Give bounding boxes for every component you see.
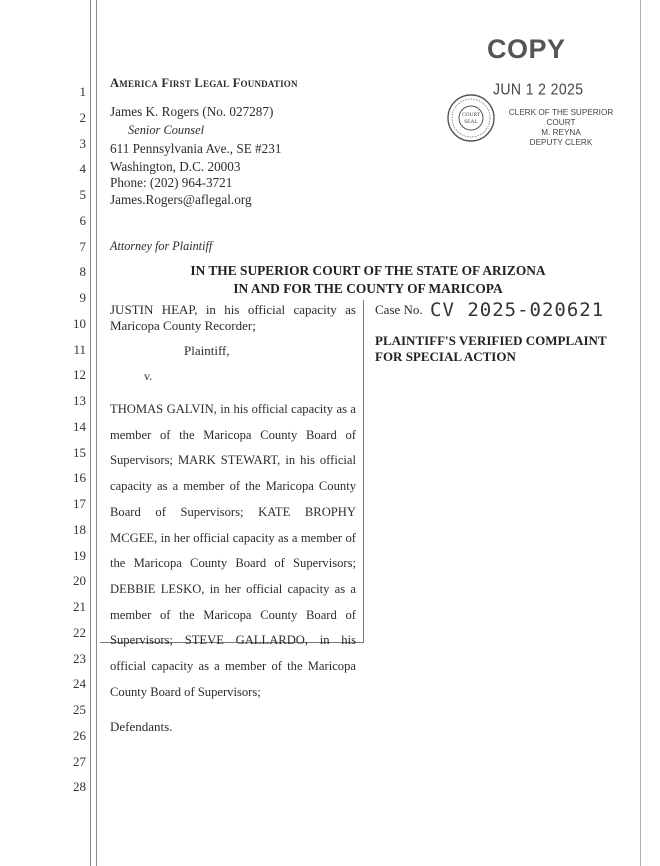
svg-text:COURT: COURT	[461, 112, 481, 118]
line-number: 12	[73, 367, 86, 383]
court-heading-line1: IN THE SUPERIOR COURT OF THE STATE OF ARIZONA	[190, 263, 546, 278]
plaintiff-label: Plaintiff,	[184, 343, 230, 358]
line-number: 8	[79, 264, 86, 280]
margin-rule-left-inner	[96, 0, 97, 866]
line-number: 27	[73, 753, 86, 769]
attorney-title: Senior Counsel	[128, 123, 205, 137]
filed-date-stamp: JUN 1 2 2025	[493, 80, 584, 98]
line-number: 26	[73, 727, 86, 743]
attorney-address-line2: Washington, D.C. 20003	[110, 159, 241, 174]
line-number: 25	[73, 702, 86, 717]
line-number: 17	[73, 496, 86, 511]
line-number: 14	[73, 418, 86, 434]
line-number: 7	[79, 238, 86, 254]
case-number-label: Case No.	[375, 302, 423, 317]
line-number: 16	[73, 470, 86, 486]
attorney-email: James.Rogers@aflegal.org	[110, 192, 252, 207]
line-number: 23	[73, 650, 86, 666]
line-number: 11	[73, 341, 86, 357]
line-number: 4	[79, 161, 86, 177]
line-number: 20	[73, 573, 86, 589]
caption-parties	[110, 302, 356, 735]
margin-rule-left-outer	[90, 0, 91, 866]
line-number: 10	[73, 315, 86, 331]
line-number: 13	[73, 393, 86, 408]
line-number: 5	[79, 187, 86, 202]
line-number: 22	[73, 624, 86, 640]
margin-rule-right	[640, 0, 641, 866]
attorney-name: James K. Rogers (No. 027287)	[110, 104, 274, 119]
case-number: CV 2025-020621	[430, 299, 605, 321]
line-number: 1	[79, 84, 86, 99]
court-heading-line2: IN AND FOR THE COUNTY OF MARICOPA	[233, 281, 503, 296]
law-firm-name: America First Legal Foundation	[110, 76, 298, 90]
line-number: 18	[73, 521, 86, 537]
svg-text:SEAL: SEAL	[464, 119, 478, 125]
line-number: 15	[73, 444, 86, 460]
line-number: 28	[73, 779, 86, 795]
attorney-role: Attorney for Plaintiff	[110, 239, 213, 253]
versus-label: v.	[144, 369, 153, 383]
clerk-office: CLERK OF THE SUPERIOR COURT	[508, 108, 614, 127]
line-number: 2	[79, 109, 86, 125]
line-number: 21	[73, 599, 86, 614]
court-seal-icon	[446, 93, 496, 143]
clerk-name: M. REYNA	[541, 128, 581, 137]
line-number: 9	[79, 290, 86, 305]
attorney-phone: Phone: (202) 964-3721	[110, 175, 233, 190]
line-number: 6	[79, 212, 86, 228]
plaintiff-party: JUSTIN HEAP, in his official capacity as Maricopa County Recorder;	[110, 302, 356, 333]
document-title: PLAINTIFF'S VERIFIED COMPLAINT FOR SPECIAL ACTION	[375, 333, 607, 364]
line-number: 19	[73, 547, 86, 563]
line-number: 3	[79, 135, 86, 151]
defendants-label: Defendants.	[110, 719, 173, 735]
defendant-parties: THOMAS GALVIN, in his official capacity as a member of the Maricopa County Board of Supervisors; MARK STEWART, in his official capacity as a member of the Maricopa County Board of Supervisors; KATE BROPHY MCGEE, in her official capacity as a member of the Maricopa County Board of Supervisors; DEBBIE LESKO, in her official capacity as a member of the Maricopa County Board of Supervisors; STEVE GALLARDO, in his official capacity as a member of the Maricopa County Board of Supervisors;	[110, 402, 356, 699]
attorney-address-line1: 611 Pennsylvania Ave., SE #231	[110, 141, 282, 156]
clerk-stamp	[500, 108, 622, 148]
clerk-title: DEPUTY CLERK	[529, 138, 593, 147]
line-number: 24	[73, 676, 86, 692]
copy-stamp: COPY	[487, 34, 566, 64]
